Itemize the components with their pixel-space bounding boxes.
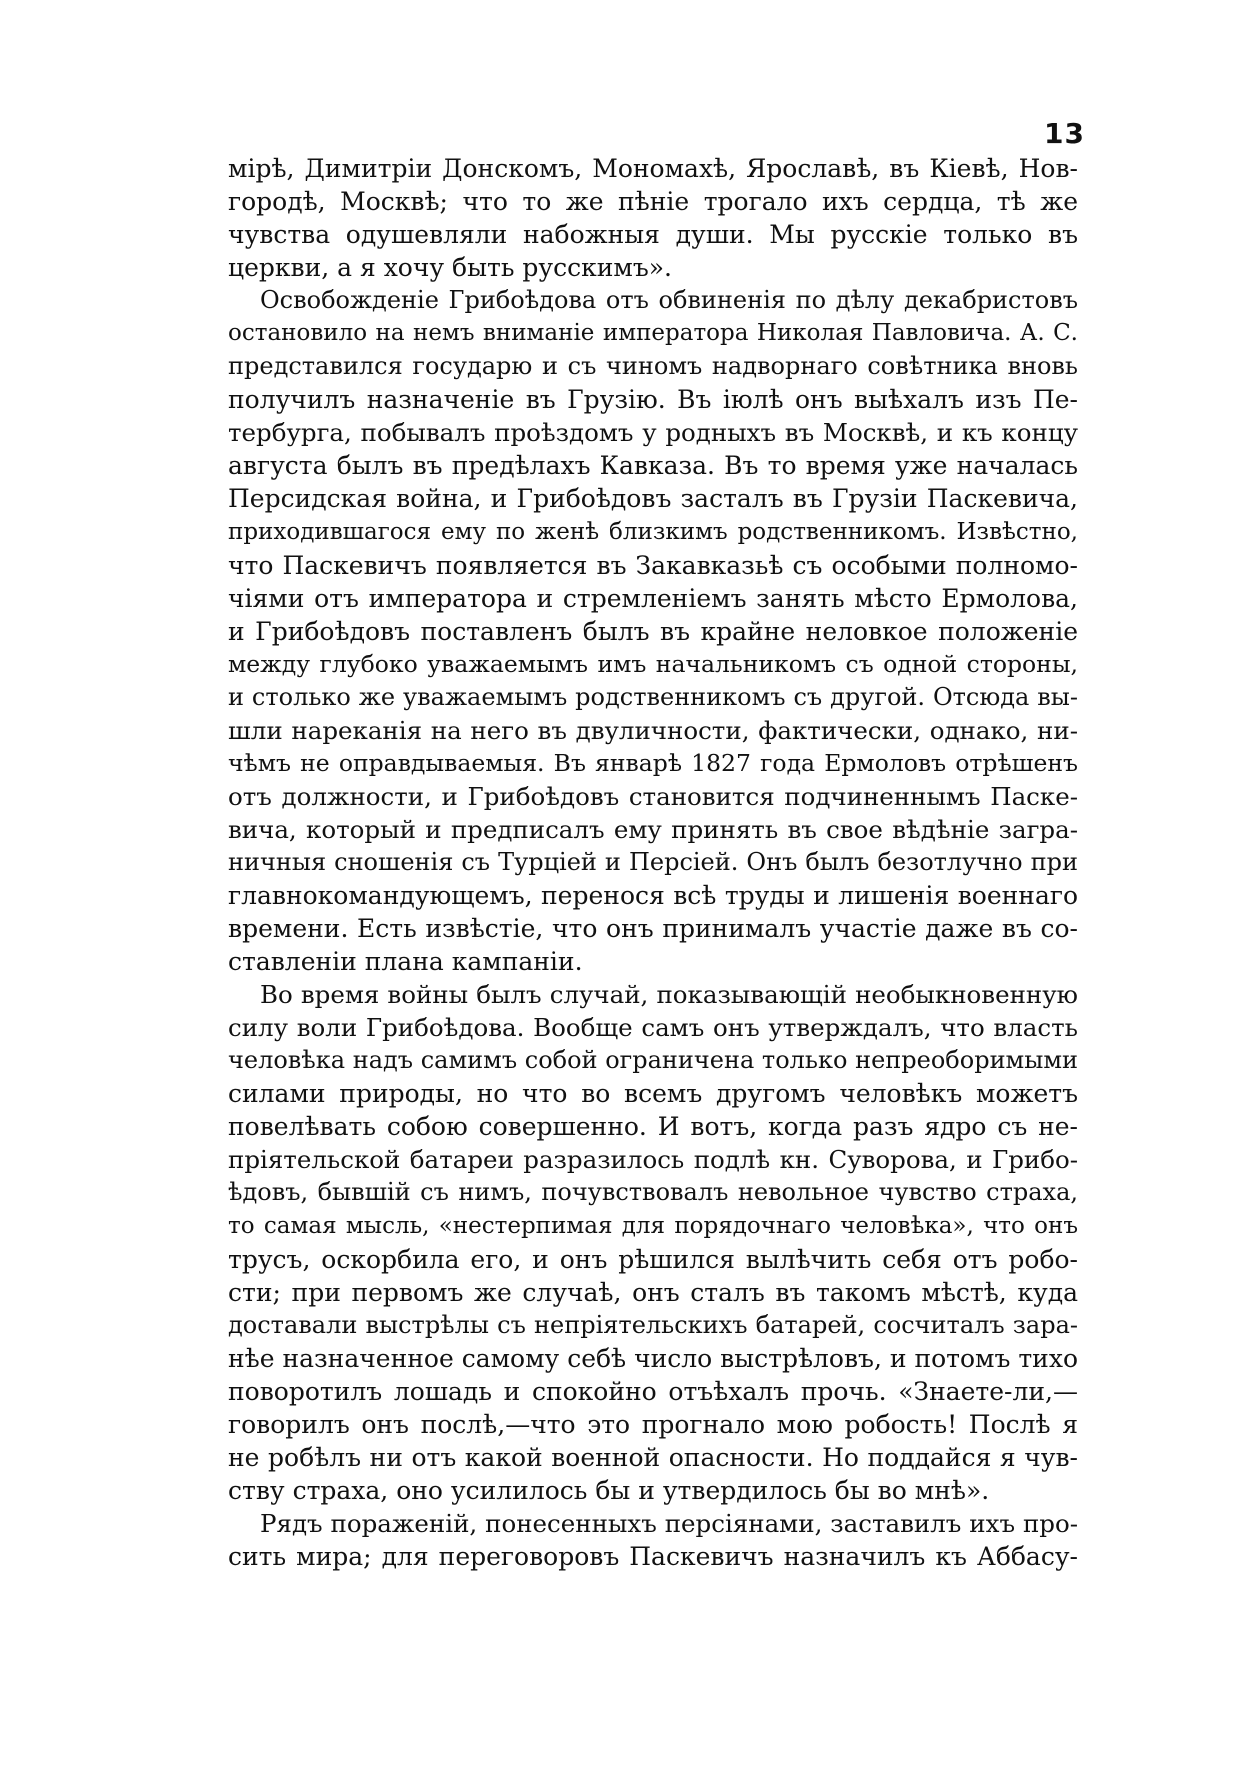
text-line: говорилъ онъ послѣ,—что это прогнало мою робость! Послѣ я — [228, 1409, 1078, 1439]
text-line: то самая мысль, «нестерпимая для порядочнаго человѣка», что онъ — [228, 1212, 1078, 1239]
text-line: шли нареканія на него въ двуличности, фактически, однако, ни- — [228, 715, 1078, 745]
text-line: мірѣ, Димитріи Донскомъ, Мономахѣ, Ярославѣ, въ Кіевѣ, Нов- — [228, 154, 1078, 183]
text-line: поворотилъ лошадь и спокойно отъѣхалъ прочь. «Знаете-ли,— — [228, 1376, 1078, 1406]
text-line: Освобожденіе Грибоѣдова отъ обвиненія по дѣлу декабристовъ — [260, 286, 1078, 315]
text-line: Персидская война, и Грибоѣдовъ засталъ въ Грузіи Паскевича, — [228, 484, 1078, 514]
text-line: нѣе назначенное самому себѣ число выстрѣловъ, и потомъ тихо — [228, 1343, 1078, 1373]
text-line: между глубоко уважаемымъ имъ начальникомъ съ одной стороны, — [228, 649, 1078, 678]
text-line: чѣмъ не оправдываемыя. Въ январѣ 1827 года Ермоловъ отрѣшенъ — [228, 748, 1078, 777]
text-line: августа былъ въ предѣлахъ Кавказа. Въ то время уже началась — [228, 451, 1078, 481]
text-line: ству страха, оно усилилось бы и утвердилось бы во мнѣ». — [228, 1475, 990, 1505]
text-line: трусъ, оскорбила его, и онъ рѣшился вылѣчить себя отъ робо- — [228, 1244, 1078, 1274]
text-line: городѣ, Москвѣ; что то же пѣніе трогало ихъ сердца, тѣ же — [228, 187, 1078, 217]
text-line: силу воли Грибоѣдова. Вообще самъ онъ утверждалъ, что власть — [228, 1013, 1078, 1043]
text-line: приходившагося ему по женѣ близкимъ родственникомъ. Извѣстно, — [228, 518, 1078, 545]
text-line: сти; при первомъ же случаѣ, онъ сталъ въ такомъ мѣстѣ, куда — [228, 1277, 1078, 1307]
text-line: чіями отъ императора и стремленіемъ занять мѣсто Ермолова, — [228, 583, 1078, 613]
text-line: тербурга, побывалъ проѣздомъ у родныхъ въ Москвѣ, и къ концу — [228, 418, 1078, 448]
body-text — [228, 152, 1078, 1573]
text-line: главнокомандующемъ, перенося всѣ труды и лишенія военнаго — [228, 881, 1078, 911]
text-line: ничныя сношенія съ Турціей и Персіей. Онъ былъ безотлучно при — [228, 847, 1078, 876]
text-line: представился государю и съ чиномъ надворнаго совѣтника вновь — [228, 352, 1078, 381]
text-line: церкви, а я хочу быть русскимъ». — [228, 253, 672, 283]
text-line: что Паскевичъ появляется въ Закавказьѣ съ особыми полномо- — [228, 550, 1078, 580]
text-line: и Грибоѣдовъ поставленъ былъ въ крайне неловкое положеніе — [228, 616, 1078, 646]
text-line: не робѣлъ ни отъ какой военной опасности. Но поддайся я чув- — [228, 1442, 1078, 1472]
text-line: силами природы, но что во всемъ другомъ человѣкъ можетъ — [228, 1079, 1078, 1109]
text-line: повелѣвать собою совершенно. И вотъ, когда разъ ядро съ не- — [228, 1112, 1078, 1142]
text-line: получилъ назначеніе въ Грузію. Въ іюлѣ онъ выѣхалъ изъ Пе- — [228, 385, 1078, 415]
text-line: времени. Есть извѣстіе, что онъ принималъ участіе даже въ со- — [228, 914, 1078, 944]
text-line: Во время войны былъ случай, показывающій необыкновенную — [260, 980, 1078, 1010]
text-line: доставали выстрѣлы съ непріятельскихъ батарей, сосчиталъ зара- — [228, 1310, 1078, 1339]
text-line: ѣдовъ, бывшій съ нимъ, почувствовалъ невольное чувство страха, — [228, 1178, 1078, 1207]
text-line: человѣка надъ самимъ собой ограничена только непреоборимыми — [228, 1046, 1078, 1075]
text-line: и столько же уважаемымъ родственникомъ съ другой. Отсюда вы- — [228, 682, 1078, 711]
text-line: Рядъ пораженій, понесенныхъ персіянами, заставилъ ихъ про- — [260, 1508, 1078, 1538]
text-line: остановило на немъ вниманіе императора Николая Павловича. А. С. — [228, 320, 1078, 347]
text-line: ставленіи плана кампаніи. — [228, 947, 583, 977]
page-number: 13 — [1044, 117, 1085, 150]
text-line: пріятельской батареи разразилось подлѣ кн. Суворова, и Грибо- — [228, 1145, 1078, 1175]
text-line: вича, который и предписалъ ему принять въ свое вѣдѣніе загра- — [228, 814, 1078, 844]
text-line: чувства одушевляли набожныя души. Мы русскіе только въ — [228, 220, 1078, 250]
text-line: сить мира; для переговоровъ Паскевичъ назначилъ къ Аббасу- — [228, 1541, 1078, 1571]
text-line: отъ должности, и Грибоѣдовъ становится подчиненнымъ Паске- — [228, 781, 1078, 811]
